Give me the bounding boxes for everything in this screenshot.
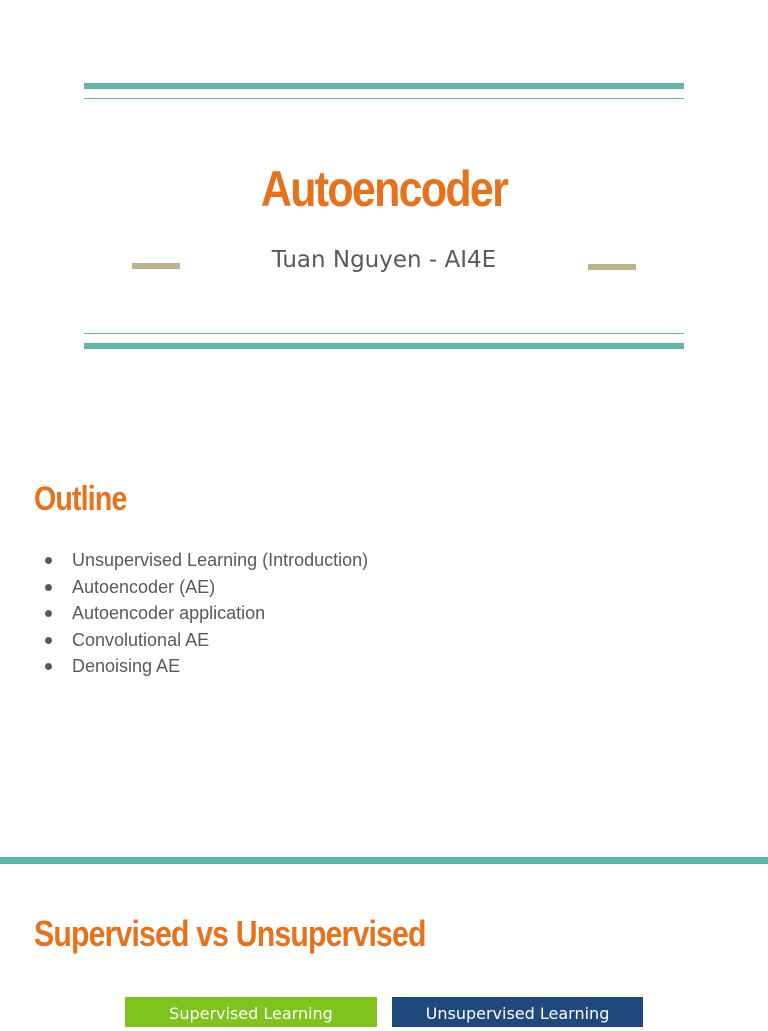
- slide-title: Autoencoder: [260, 161, 508, 217]
- outline-item: Autoencoder (AE): [44, 576, 368, 603]
- right-dash-decoration: [588, 264, 636, 270]
- bottom-accent-line: [84, 333, 684, 334]
- bottom-accent-bar: [84, 343, 684, 349]
- comparison-heading: Supervised vs Unsupervised: [34, 913, 426, 954]
- outline-item: Unsupervised Learning (Introduction): [44, 549, 368, 576]
- slide-separator-bar: [0, 857, 768, 864]
- outline-item: Convolutional AE: [44, 629, 368, 656]
- outline-item: Denoising AE: [44, 655, 368, 682]
- outline-list: [44, 549, 368, 682]
- unsupervised-learning-label: Unsupervised Learning: [392, 997, 643, 1027]
- outline-item: Autoencoder application: [44, 602, 368, 629]
- supervised-learning-label: Supervised Learning: [125, 997, 377, 1027]
- outline-heading: Outline: [34, 480, 127, 518]
- slide-subtitle: Tuan Nguyen - AI4E: [271, 247, 497, 273]
- top-accent-line: [84, 98, 684, 99]
- top-accent-bar: [84, 83, 684, 89]
